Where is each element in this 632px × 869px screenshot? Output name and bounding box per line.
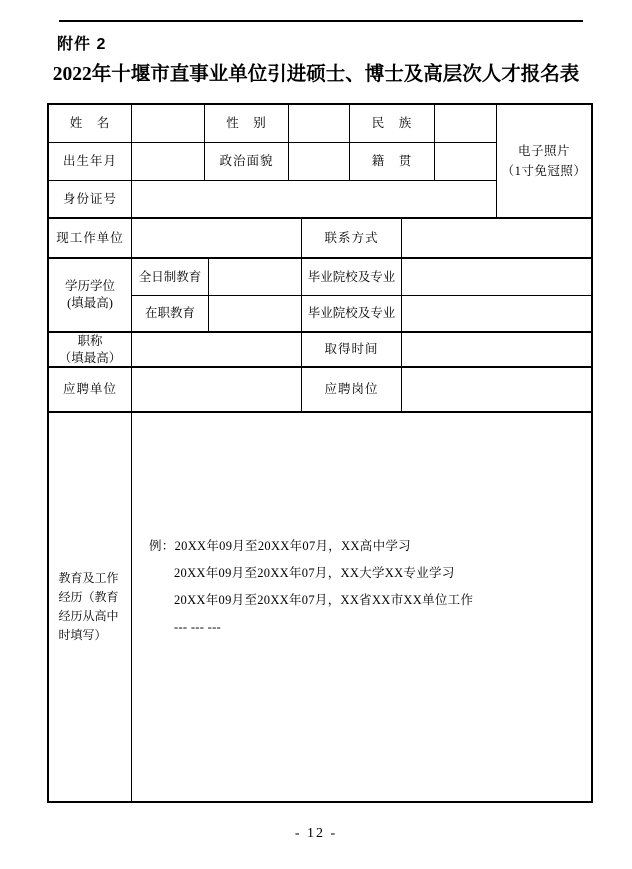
photo-label-line1: 电子照片 (517, 144, 570, 158)
ethnicity-input-cell[interactable] (435, 105, 497, 142)
fulltime-school-major-label-cell: 毕业院校及专业 (302, 259, 402, 295)
apply-unit-input-cell[interactable] (132, 368, 302, 411)
professional-title-row (49, 333, 591, 368)
professional-title-input-cell[interactable] (132, 333, 302, 366)
ethnicity-label-cell: 民 族 (350, 105, 435, 142)
education-degree-section (49, 259, 591, 333)
onjob-education-label-cell: 在职教育 (132, 296, 209, 331)
contact-label-cell: 联系方式 (302, 219, 402, 257)
onjob-school-major-input-cell[interactable] (402, 296, 591, 331)
contact-input-cell[interactable] (402, 219, 591, 257)
obtain-time-label-cell: 取得时间 (302, 333, 402, 366)
id-number-label-cell: 身份证号 (49, 181, 132, 217)
registration-form-table (47, 103, 593, 803)
education-degree-label-line1: 学历学位 (64, 279, 115, 294)
id-number-input-cell[interactable] (132, 181, 497, 217)
gender-input-cell[interactable] (289, 105, 350, 142)
onjob-school-major-label-cell: 毕业院校及专业 (302, 296, 402, 331)
fulltime-education-label-cell: 全日制教育 (132, 259, 209, 295)
personal-info-section (49, 105, 591, 219)
political-status-label-cell: 政治面貌 (205, 143, 289, 180)
experience-label: 教育及工作经历（教育经历从高中时填写） (58, 570, 119, 643)
name-input-cell[interactable] (132, 105, 205, 142)
experience-section (49, 413, 591, 801)
experience-example-line: 20XX年09月至20XX年07月，XX省XX市XX单位工作 (174, 593, 474, 607)
onjob-education-input-cell[interactable] (209, 296, 302, 331)
political-status-input-cell[interactable] (289, 143, 350, 180)
experience-input-cell[interactable] (132, 413, 591, 801)
education-degree-label-cell (49, 259, 132, 331)
professional-title-label-line1: 职称 (77, 333, 103, 348)
professional-title-label-cell (49, 333, 132, 366)
experience-example-line: 例：20XX年09月至20XX年07月，XX高中学习 (149, 539, 411, 553)
experience-example-line: 20XX年09月至20XX年07月，XX大学XX专业学习 (174, 566, 455, 580)
apply-unit-label-cell: 应聘单位 (49, 368, 132, 411)
apply-post-input-cell[interactable] (402, 368, 591, 411)
professional-title-label-line2: （填最高） (58, 350, 122, 365)
page-number: - 12 - (294, 826, 338, 841)
birth-date-input-cell[interactable] (132, 143, 205, 180)
experience-label-cell (49, 413, 132, 801)
photo-label-line2: （1寸免冠照） (501, 164, 587, 178)
photo-upload-cell[interactable] (496, 105, 591, 217)
current-work-unit-label-cell: 现工作单位 (49, 219, 132, 257)
native-place-input-cell[interactable] (435, 143, 497, 180)
fulltime-school-major-input-cell[interactable] (402, 259, 591, 295)
name-label-cell: 姓 名 (49, 105, 132, 142)
apply-row (49, 368, 591, 413)
obtain-time-input-cell[interactable] (402, 333, 591, 366)
page-title: 2022年十堰市直事业单位引进硕士、博士及高层次人才报名表 (52, 64, 580, 85)
current-work-unit-input-cell[interactable] (132, 219, 302, 257)
education-degree-label-line2: (填最高) (67, 296, 113, 310)
native-place-label-cell: 籍 贯 (350, 143, 435, 180)
attachment-label: 附件 2 (57, 36, 107, 53)
experience-example-line: --- --- --- (174, 620, 222, 634)
fulltime-education-input-cell[interactable] (209, 259, 302, 295)
birth-date-label-cell: 出生年月 (49, 143, 132, 180)
work-unit-row (49, 219, 591, 259)
apply-post-label-cell: 应聘岗位 (302, 368, 402, 411)
header-rule (59, 20, 583, 22)
gender-label-cell: 性 别 (205, 105, 289, 142)
